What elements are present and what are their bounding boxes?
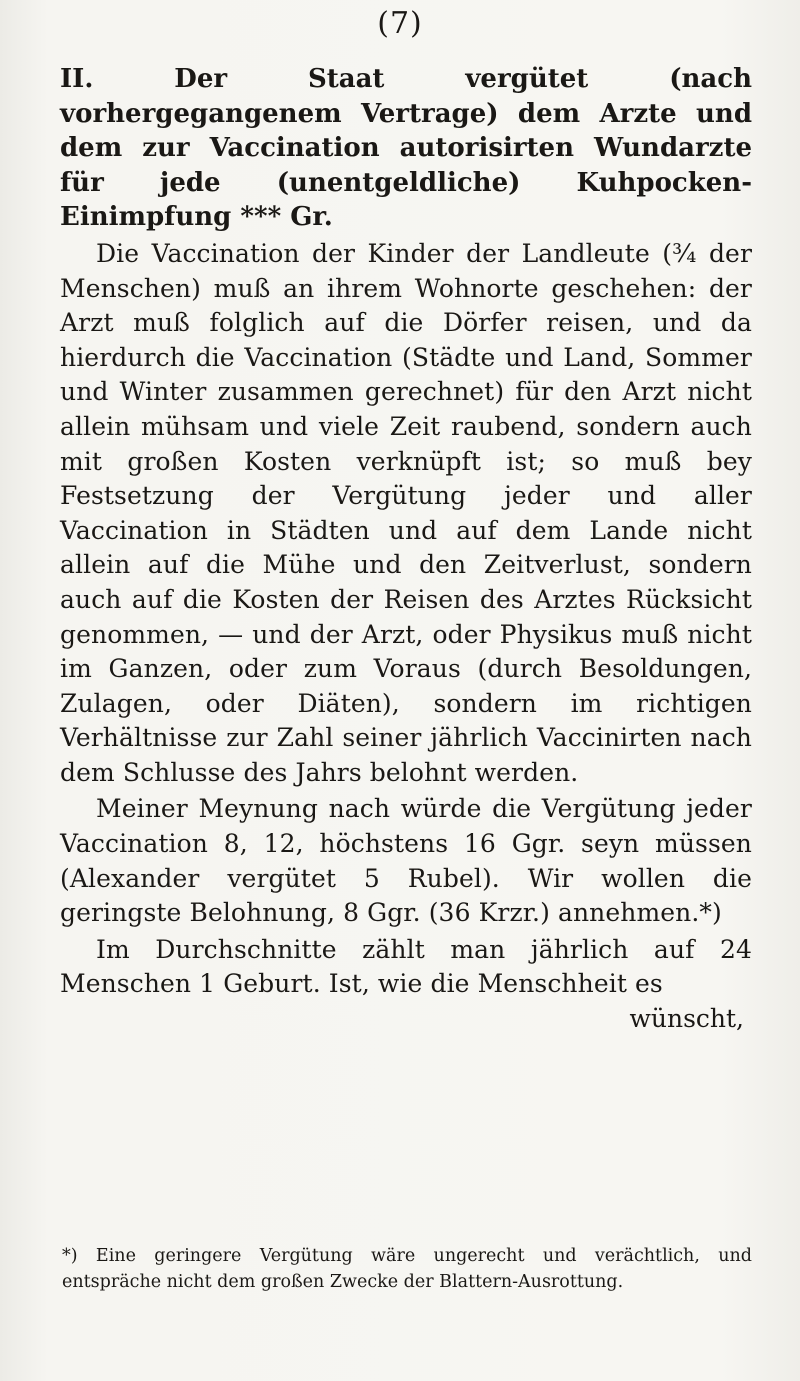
catchword: wünscht, <box>629 1004 744 1034</box>
footnote: *) Eine geringere Vergütung wäre ungerecht und verächtlich, und entspräche nicht dem großen Zwecke der Blattern-Ausrottung. <box>62 1246 752 1292</box>
page-number: (7) <box>377 6 423 41</box>
paragraph-vaccination-costs: Die Vaccination der Kinder der Landleute (¾ der Menschen) muß an ihrem Wohnorte geschehen: der Arzt muß folglich auf die Dörfer reisen, und da hierdurch die Vaccination (Städte und Land, Sommer und Winter zusammen gerechnet) für den Arzt nicht allein mühsam und viele Zeit raubend, sondern auch mit großen Kosten verknüpft ist; so muß bey Festsetzung der Vergütung jeder und aller Vaccination in Städten und auf dem Lande nicht allein auf die Mühe und den Zeitverlust, sondern auch auf die Kosten der Reisen des Arztes Rücksicht genommen, — und der Arzt, oder Physikus muß nicht im Ganzen, oder zum Voraus (durch Besoldungen, Zulagen, oder Diäten), sondern im richtigen Verhältnisse zur Zahl seiner jährlich Vaccinirten nach dem Schlusse des Jahrs belohnt werden. <box>60 238 752 787</box>
section-heading: II. Der Staat vergütet (nach vorhergegangenem Vertrage) dem Arzte und dem zur Vaccination autorisirten Wundarzte für jede (unentgeldliche) Kuhpocken-Einimpfung *** Gr. <box>60 64 752 233</box>
main-text <box>60 62 752 1037</box>
paragraph-birth-rate: Im Durchschnitte zählt man jährlich auf 24 Menschen 1 Geburt. Ist, wie die Menschheit es <box>60 934 752 999</box>
paragraph-fee-opinion: Meiner Meynung nach würde die Vergütung jeder Vaccination 8, 12, höchstens 16 Ggr. seyn müssen (Alexander vergütet 5 Rubel). Wir wollen die geringste Belohnung, 8 Ggr. (36 Krzr.) annehmen.*) <box>60 794 752 928</box>
